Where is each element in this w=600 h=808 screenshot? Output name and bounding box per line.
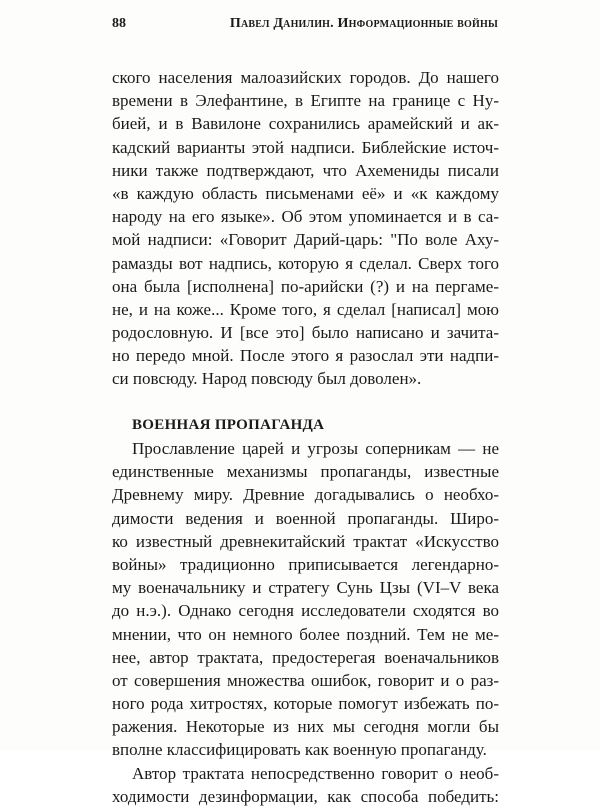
text-line: Автор трактата непосредственно говорит о необ- bbox=[132, 763, 499, 783]
text-line: но передо мной. После этого я разослал эти надпи- bbox=[112, 346, 499, 366]
paragraph-1 bbox=[112, 66, 499, 391]
page-number: 88 bbox=[112, 16, 126, 31]
text-line: Прославление царей и угрозы соперникам — не bbox=[132, 439, 499, 458]
paragraph-2 bbox=[112, 437, 499, 762]
text-line: нее, автор трактата, предостерегая военачальников bbox=[112, 647, 499, 667]
text-line: не, и на коже... Кроме того, я сделал [написал] мою bbox=[112, 299, 499, 319]
text-line: ражения. Некоторые из них мы сегодня могли бы bbox=[112, 717, 499, 737]
text-line: до н.э.). Однако сегодня исследователи сходятся во bbox=[112, 601, 499, 621]
paragraph-gap bbox=[112, 391, 499, 414]
text-line: мой надписи: «Говорит Дарий-царь: "По воле Аху- bbox=[112, 230, 499, 250]
text-line: от совершения множества ошибок, говорит и о раз- bbox=[112, 670, 499, 690]
text-line: кадский варианты этой надписи. Библейские источ- bbox=[112, 137, 499, 157]
text-line: родословную. И [все это] было написано и зачита- bbox=[112, 323, 499, 343]
text-line: войны» традиционно приписывается легендарно- bbox=[112, 554, 499, 574]
text-line: времени в Элефантине, в Египте на границе с Ну- bbox=[112, 91, 499, 111]
section-heading: ВОЕННАЯ ПРОПАГАНДА bbox=[132, 416, 325, 433]
text-line: вполне классифицировать как военную пропаганду. bbox=[112, 740, 487, 760]
paragraph-3 bbox=[112, 762, 499, 808]
text-line: она была [исполнена] по-арийски (?) и на пергаме- bbox=[112, 276, 499, 296]
page-header bbox=[112, 16, 498, 38]
text-line: ко известный древнекитайский трактат «Искусство bbox=[112, 531, 499, 551]
text-line: бией, и в Вавилоне сохранились арамейский и ак- bbox=[112, 114, 499, 134]
text-line: ского населения малоазийских городов. До нашего bbox=[112, 68, 499, 87]
text-line: ники также подтверждают, что Ахемениды писали bbox=[112, 160, 499, 180]
text-line: рамазды вот надпись, которую я сделал. Сверх того bbox=[112, 253, 499, 273]
text-line: ходимости дезинформации, как способа победить: bbox=[112, 786, 499, 806]
text-line: ного рода хитростях, которые помогут избежать по- bbox=[112, 694, 499, 714]
text-line: единственные механизмы пропаганды, известные bbox=[112, 462, 499, 482]
body-text bbox=[112, 66, 499, 808]
text-line: народу на его языке». Об этом упоминается и в са- bbox=[112, 207, 499, 227]
text-line: си повсюду. Народ повсюду был доволен». bbox=[112, 369, 422, 389]
text-line: му военачальнику и стратегу Сунь Цзы (VI–V века bbox=[112, 578, 499, 598]
text-line: димости ведения и военной пропаганды. Широ- bbox=[112, 508, 499, 528]
text-line: мнении, что он немного более поздний. Тем не ме- bbox=[112, 624, 499, 644]
text-line: Древнему миру. Древние догадывались о необхо- bbox=[112, 485, 499, 505]
running-title: Павел Данилин. Информационные войны bbox=[229, 16, 498, 31]
text-line: «в каждую область письменами её» и «к каждому bbox=[112, 183, 499, 203]
